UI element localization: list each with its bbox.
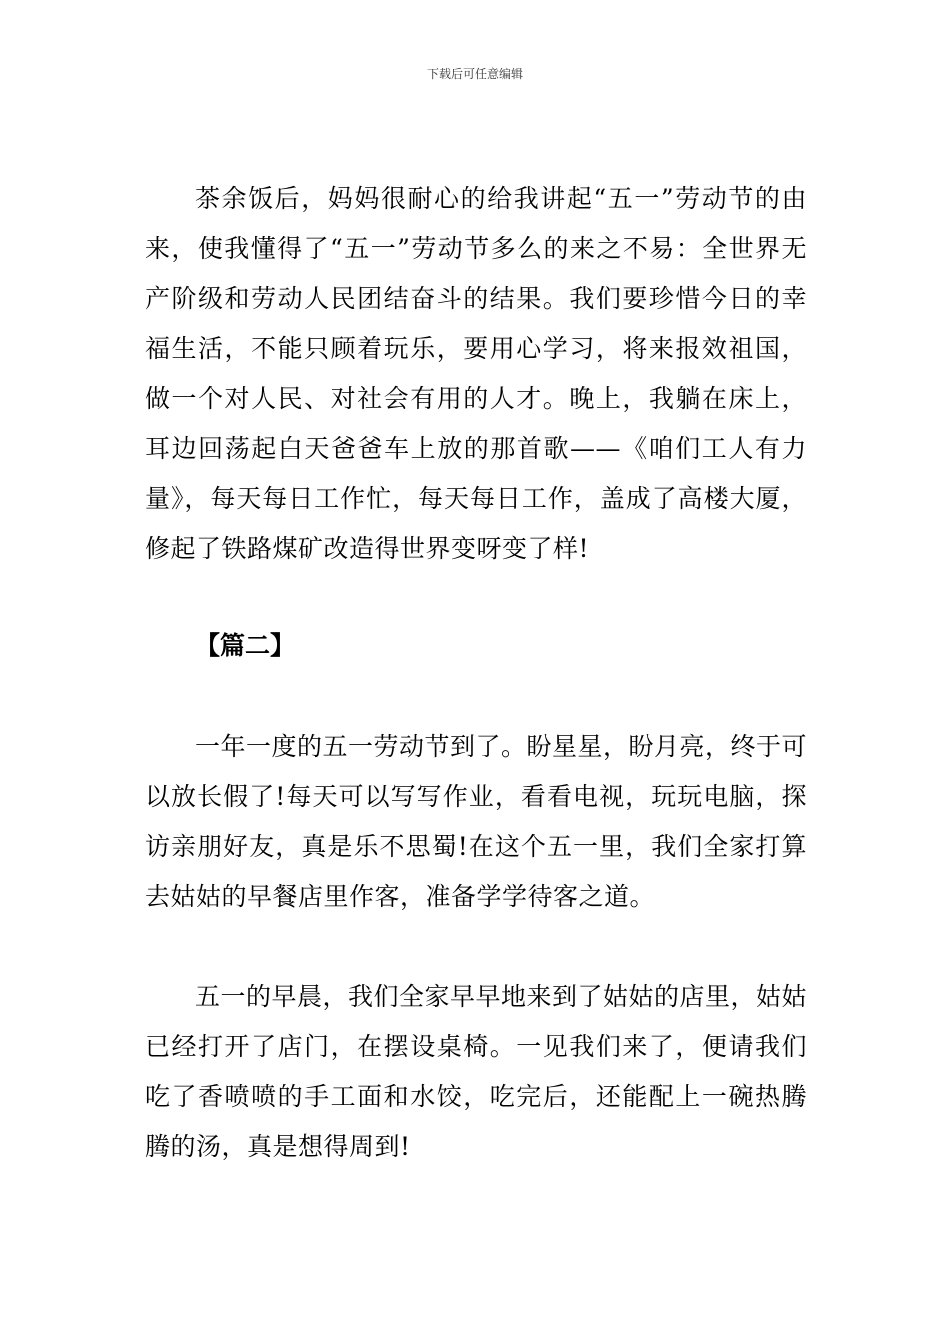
paragraph-1: 茶余饭后，妈妈很耐心的给我讲起“五一”劳动节的由来，使我懂得了“五一”劳动节多么的来之不易：全世界无产阶级和劳动人民团结奋斗的结果。我们要珍惜今日的幸福生活，不能只顾着玩乐，要用心学习，将来报效祖国，做一个对人民、对社会有用的人才。晚上，我躺在床上，耳边回荡起白天爸爸车上放的那首歌——《咱们工人有力量》，每天每日工作忙，每天每日工作，盖成了高楼大厦，修起了铁路煤矿改造得世界变呀变了样! <box>145 184 807 563</box>
header-note: 下载后可任意编辑 <box>426 67 523 81</box>
paragraph-3: 五一的早晨，我们全家早早地来到了姑姑的店里，姑姑已经打开了店门，在摆设桌椅。一见我们来了，便请我们吃了香喷喷的手工面和水饺，吃完后，还能配上一碗热腾腾的汤，真是想得周到! <box>145 982 808 1161</box>
paragraph-2: 一年一度的五一劳动节到了。盼星星，盼月亮，终于可以放长假了!每天可以写写作业，看看电视，玩玩电脑，探访亲朋好友，真是乐不思蜀!在这个五一里，我们全家打算去姑姑的早餐店里作客，准备学学待客之道。 <box>145 732 808 911</box>
section-heading: 【篇二】 <box>195 631 296 660</box>
